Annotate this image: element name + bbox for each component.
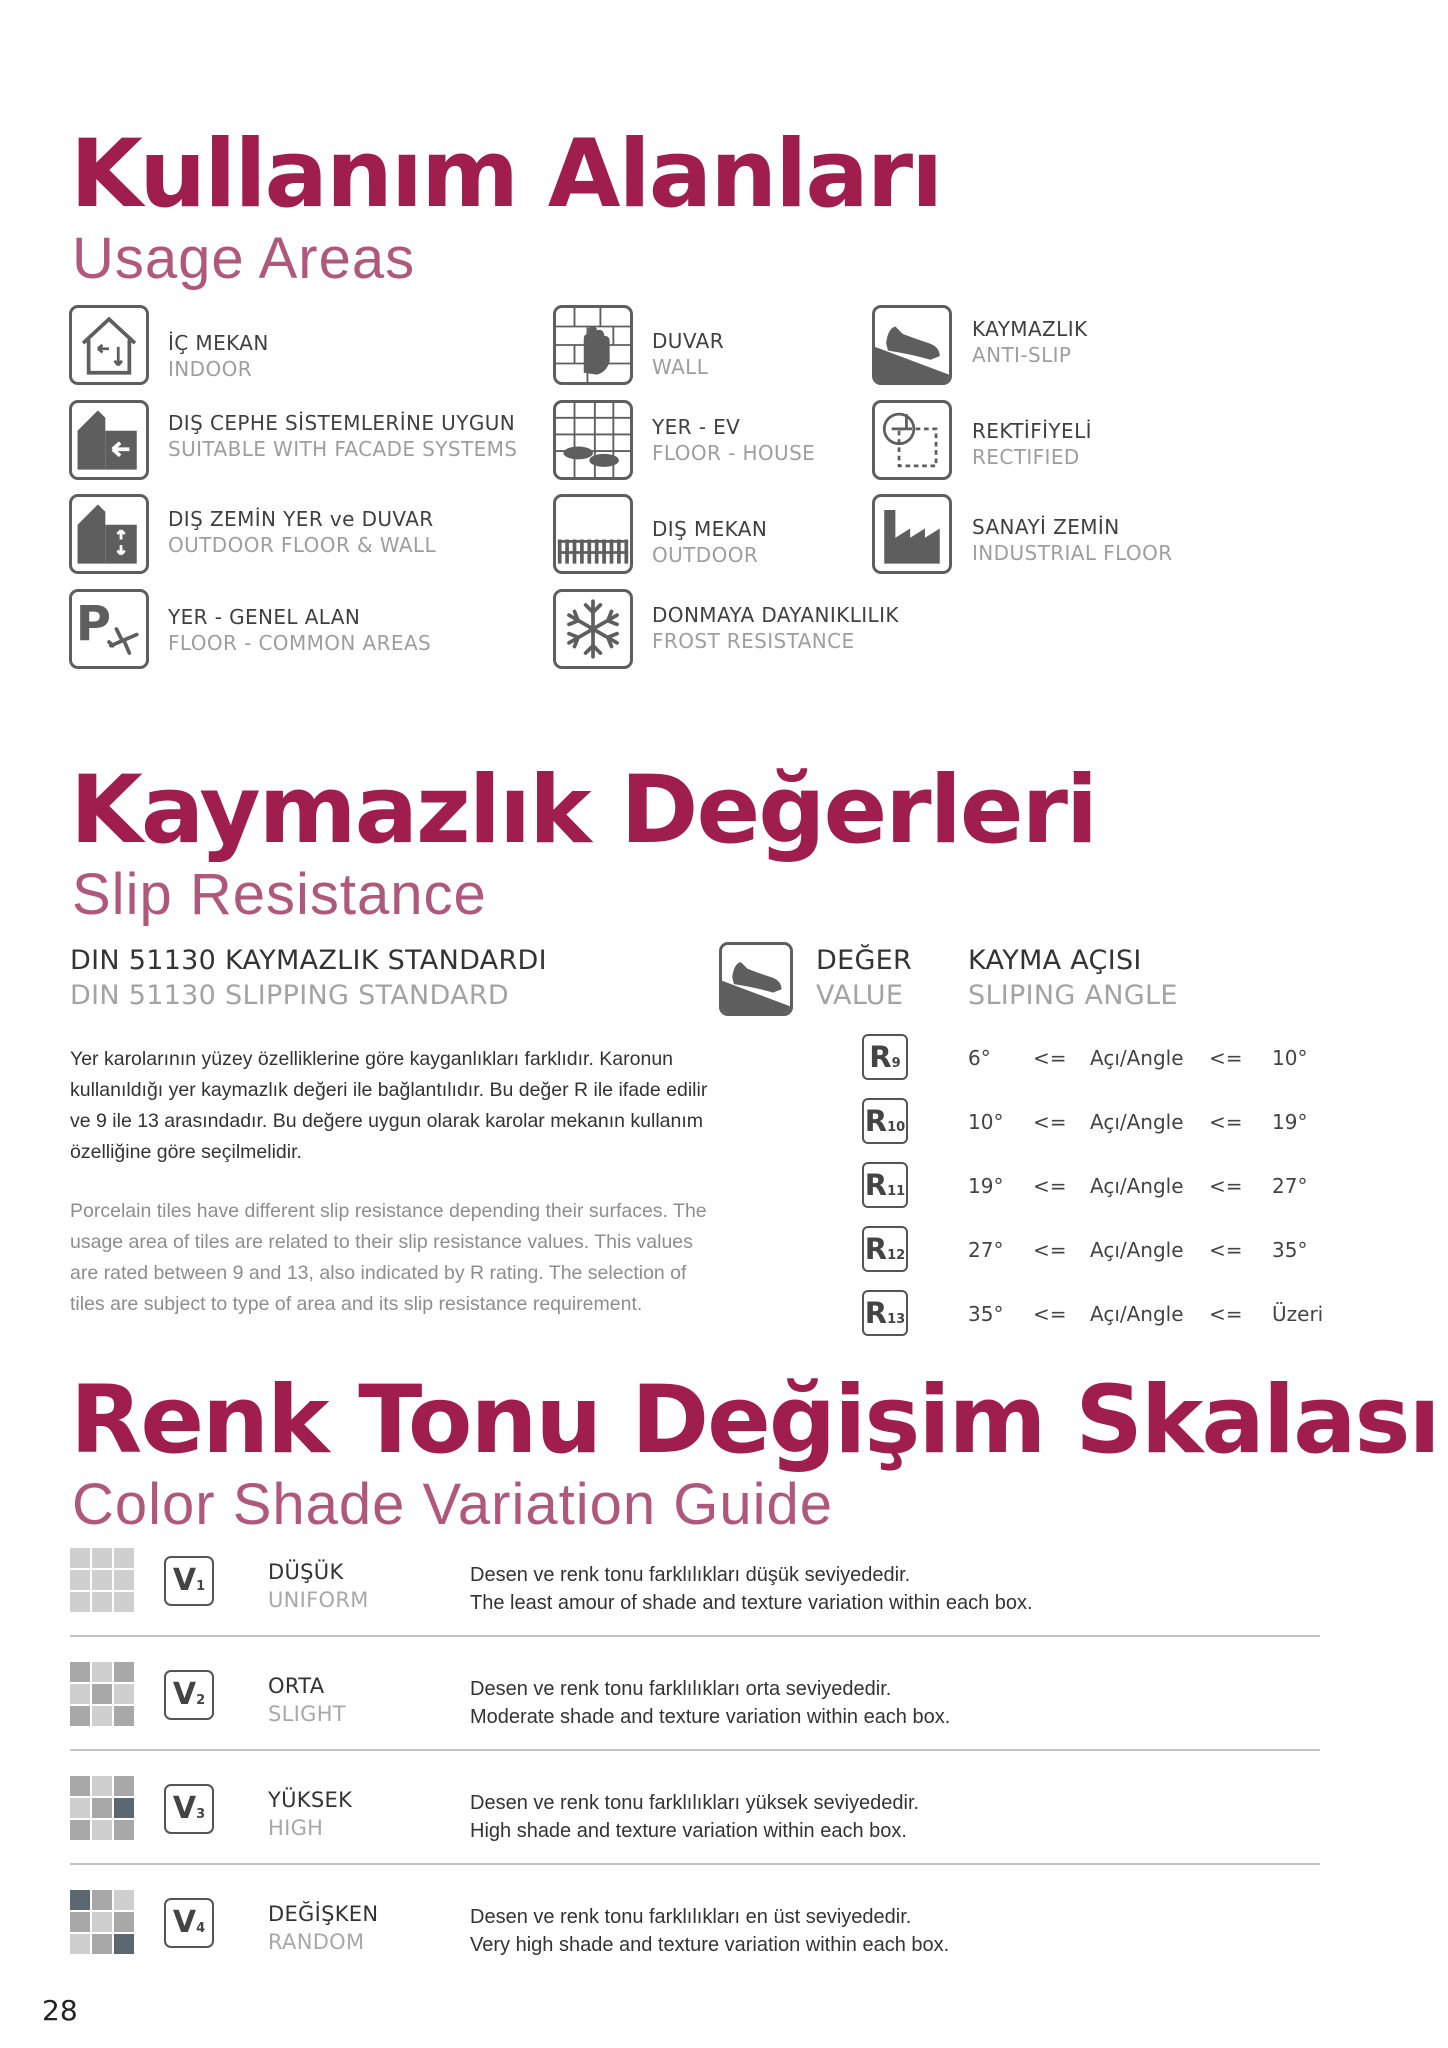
usage-item-en: FLOOR - COMMON AREAS xyxy=(168,631,432,656)
r-value-badge xyxy=(862,1226,908,1272)
angle-op: <= xyxy=(1209,1238,1243,1262)
usage-item-tr: İÇ MEKAN xyxy=(168,331,269,355)
usage-item-floor-house xyxy=(652,414,815,467)
level-description-tr: Desen ve renk tonu farklılıkları yüksek seviyededir. xyxy=(470,1792,920,1814)
usage-item-en: OUTDOOR FLOOR & WALL xyxy=(168,533,437,558)
level-description-en: The least amour of shade and texture variation within each box. xyxy=(470,1592,1033,1614)
angle-label: Açı/Angle xyxy=(1090,1110,1184,1134)
level-description-tr: Desen ve renk tonu farklılıkları düşük seviyededir. xyxy=(470,1564,911,1586)
angle-op: <= xyxy=(1033,1110,1067,1134)
angle-label: Açı/Angle xyxy=(1090,1046,1184,1070)
standard-title-en: DIN 51130 SLIPPING STANDARD xyxy=(70,980,510,1011)
snowflake-icon xyxy=(553,589,633,669)
shade-tile xyxy=(70,1934,90,1954)
slip-paragraph-en: Porcelain tiles have different slip resistance depending their surfaces. The usage area of tiles are related to their slip resistance values. This values are rated between 9 and 13, also indicated by R rating. The selection of tiles are subject to type of area and its slip resistance requirement. xyxy=(70,1200,707,1315)
usage-item-frost xyxy=(652,602,899,655)
shade-subtitle: Color Shade Variation Guide xyxy=(72,1472,834,1537)
shade-tile xyxy=(92,1548,112,1568)
floor-footprints-icon xyxy=(553,400,633,480)
angle-min: 6° xyxy=(968,1046,991,1070)
usage-item-en: FLOOR - HOUSE xyxy=(652,441,816,466)
shoe-slope-icon xyxy=(872,305,952,385)
shade-tile xyxy=(70,1820,90,1840)
slip-paragraph-tr: Yer karolarının yüzey özelliklerine göre kayganlıkları farklıdır. Karonun kullanıldığı yer kaymazlık değeri ile bağlantılıdır. Bu değer R ile ifade edilir ve 9 ile 13 arasındadır. Bu değere uygun olarak karolar mekanın kullanım özelliğine göre seçilmelidir. xyxy=(70,1048,708,1163)
angle-label: Açı/Angle xyxy=(1090,1302,1184,1326)
r-value-badge xyxy=(862,1162,908,1208)
r-value-badge xyxy=(862,1098,908,1144)
level-name-tr: YÜKSEK xyxy=(268,1788,353,1812)
wall-hand-icon xyxy=(553,305,633,385)
value-header-en: VALUE xyxy=(816,980,904,1011)
v-number: 4 xyxy=(196,1921,206,1936)
level-description xyxy=(470,1789,919,1845)
parking-airport-icon xyxy=(69,589,149,669)
shade-tile xyxy=(114,1684,134,1704)
level-description xyxy=(470,1561,1033,1617)
shade-tile xyxy=(114,1776,134,1796)
usage-item-en: RECTIFIED xyxy=(972,445,1080,470)
level-description-en: High shade and texture variation within each box. xyxy=(470,1820,907,1842)
r-letter: R xyxy=(869,1040,892,1074)
angle-op: <= xyxy=(1209,1110,1243,1134)
v-number: 1 xyxy=(196,1579,206,1594)
usage-item-indoor xyxy=(168,330,269,383)
angle-op: <= xyxy=(1033,1174,1067,1198)
usage-item-tr: DIŞ CEPHE SİSTEMLERİNE UYGUN xyxy=(168,411,516,435)
shade-tile xyxy=(70,1706,90,1726)
usage-item-tr: DIŞ ZEMİN YER ve DUVAR xyxy=(168,507,434,531)
usage-item-tr: REKTİFİYELİ xyxy=(972,419,1092,443)
r-value-badge xyxy=(862,1034,908,1080)
shade-tile xyxy=(114,1934,134,1954)
angle-min: 10° xyxy=(968,1110,1004,1134)
shade-tile xyxy=(70,1684,90,1704)
r-number: 11 xyxy=(887,1184,906,1199)
usage-title: Kullanım Alanları xyxy=(70,120,942,229)
v-letter: V xyxy=(172,1677,197,1712)
shade-tile xyxy=(114,1548,134,1568)
angle-max: Üzeri xyxy=(1272,1302,1324,1326)
angle-op: <= xyxy=(1033,1302,1067,1326)
usage-item-tr: SANAYİ ZEMİN xyxy=(972,515,1120,539)
level-description xyxy=(470,1675,950,1731)
r-letter: R xyxy=(864,1296,888,1330)
angle-min: 19° xyxy=(968,1174,1004,1198)
r-letter: R xyxy=(864,1232,888,1266)
level-name-tr: ORTA xyxy=(268,1674,325,1698)
v-letter: V xyxy=(172,1791,197,1826)
usage-item-facade xyxy=(168,410,517,463)
shade-tile xyxy=(92,1570,112,1590)
shade-tile xyxy=(70,1592,90,1612)
shade-tile xyxy=(92,1776,112,1796)
usage-subtitle: Usage Areas xyxy=(72,226,416,291)
angle-op: <= xyxy=(1033,1238,1067,1262)
angle-min: 27° xyxy=(968,1238,1004,1262)
usage-item-outdoor-floor xyxy=(168,506,436,559)
angle-header-en: SLIPING ANGLE xyxy=(968,980,1178,1011)
fence-icon xyxy=(553,494,633,574)
shade-tile xyxy=(92,1912,112,1932)
angle-max: 19° xyxy=(1272,1110,1308,1134)
shade-tile xyxy=(114,1706,134,1726)
level-name-tr: DEĞİŞKEN xyxy=(268,1902,379,1926)
angle-op: <= xyxy=(1209,1174,1243,1198)
r-number: 13 xyxy=(887,1312,906,1327)
shoe-slope-icon xyxy=(719,942,793,1016)
page-number: 28 xyxy=(42,1994,78,2027)
standard-title-tr: DIN 51130 KAYMAZLIK STANDARDI xyxy=(70,945,547,976)
facade-icon xyxy=(69,400,149,480)
usage-item-en: ANTI-SLIP xyxy=(972,343,1072,368)
r-number: 9 xyxy=(891,1056,901,1071)
r-number: 10 xyxy=(887,1120,906,1135)
shade-tile xyxy=(114,1592,134,1612)
slip-subtitle: Slip Resistance xyxy=(72,862,487,927)
v-number: 2 xyxy=(196,1693,206,1708)
level-description xyxy=(470,1903,949,1959)
r-value-badge xyxy=(862,1290,908,1336)
rectified-icon xyxy=(872,400,952,480)
shade-tile xyxy=(70,1798,90,1818)
usage-item-en: INDUSTRIAL FLOOR xyxy=(972,541,1173,566)
shade-tile xyxy=(92,1890,112,1910)
r-number: 12 xyxy=(887,1248,906,1263)
shade-tile xyxy=(92,1706,112,1726)
shade-tile xyxy=(114,1798,134,1818)
shade-tile xyxy=(92,1592,112,1612)
slip-title: Kaymazlık Değerleri xyxy=(70,756,1097,865)
shade-tile xyxy=(92,1662,112,1682)
shade-tile xyxy=(70,1662,90,1682)
factory-icon xyxy=(872,494,952,574)
shade-tile xyxy=(70,1890,90,1910)
shade-tile xyxy=(114,1662,134,1682)
angle-op: <= xyxy=(1209,1302,1243,1326)
usage-item-anti-slip xyxy=(972,316,1088,369)
usage-item-wall xyxy=(652,328,724,381)
usage-item-tr: YER - EV xyxy=(652,415,741,439)
level-name-en: HIGH xyxy=(268,1816,324,1840)
shade-tile xyxy=(92,1798,112,1818)
shade-tile xyxy=(114,1570,134,1590)
r-letter: R xyxy=(864,1168,888,1202)
usage-item-tr: DONMAYA DAYANIKLILIK xyxy=(652,603,899,627)
divider xyxy=(70,1863,1320,1865)
level-name-en: SLIGHT xyxy=(268,1702,346,1726)
level-description-tr: Desen ve renk tonu farklılıkları en üst seviyededir. xyxy=(470,1906,912,1928)
shade-tile-grid xyxy=(70,1890,134,1954)
shade-tile xyxy=(70,1570,90,1590)
indoor-house-icon xyxy=(69,305,149,385)
angle-max: 35° xyxy=(1272,1238,1308,1262)
shade-tile xyxy=(70,1548,90,1568)
usage-item-industrial xyxy=(972,514,1173,567)
angle-op: <= xyxy=(1209,1046,1243,1070)
usage-item-outdoor xyxy=(652,516,767,569)
usage-item-en: INDOOR xyxy=(168,357,253,382)
usage-item-rectified xyxy=(972,418,1092,471)
value-header-tr: DEĞER xyxy=(816,945,913,976)
shade-title: Renk Tonu Değişim Skalası xyxy=(70,1366,1439,1475)
angle-max: 27° xyxy=(1272,1174,1308,1198)
r-letter: R xyxy=(864,1104,888,1138)
usage-item-en: FROST RESISTANCE xyxy=(652,629,855,654)
outdoor-floor-wall-icon xyxy=(69,494,149,574)
shade-tile xyxy=(114,1820,134,1840)
divider xyxy=(70,1635,1320,1637)
level-description-en: Moderate shade and texture variation within each box. xyxy=(470,1706,951,1728)
usage-item-en: SUITABLE WITH FACADE SYSTEMS xyxy=(168,437,518,462)
usage-item-tr: DIŞ MEKAN xyxy=(652,517,768,541)
v-level-badge xyxy=(164,1670,214,1720)
angle-min: 35° xyxy=(968,1302,1004,1326)
shade-tile xyxy=(92,1934,112,1954)
level-name-tr: DÜŞÜK xyxy=(268,1560,344,1584)
v-number: 3 xyxy=(196,1807,206,1822)
v-letter: V xyxy=(172,1563,197,1598)
v-letter: V xyxy=(172,1905,197,1940)
shade-tile xyxy=(70,1912,90,1932)
divider xyxy=(70,1749,1320,1751)
shade-tile xyxy=(70,1776,90,1796)
angle-max: 10° xyxy=(1272,1046,1308,1070)
usage-item-en: OUTDOOR xyxy=(652,543,759,568)
angle-header-tr: KAYMA AÇISI xyxy=(968,945,1142,976)
svg-text:P: P xyxy=(75,596,111,653)
usage-item-en: WALL xyxy=(652,355,709,380)
shade-tile xyxy=(114,1912,134,1932)
level-description-en: Very high shade and texture variation within each box. xyxy=(470,1934,950,1956)
usage-item-tr: YER - GENEL ALAN xyxy=(168,605,361,629)
shade-tile xyxy=(92,1684,112,1704)
v-level-badge xyxy=(164,1556,214,1606)
shade-tile-grid xyxy=(70,1662,134,1726)
shade-tile-grid xyxy=(70,1548,134,1612)
usage-item-tr: KAYMAZLIK xyxy=(972,317,1088,341)
shade-tile xyxy=(114,1890,134,1910)
v-level-badge xyxy=(164,1784,214,1834)
level-name-en: RANDOM xyxy=(268,1930,365,1954)
usage-item-tr: DUVAR xyxy=(652,329,725,353)
shade-tile-grid xyxy=(70,1776,134,1840)
v-level-badge xyxy=(164,1898,214,1948)
angle-label: Açı/Angle xyxy=(1090,1174,1184,1198)
angle-op: <= xyxy=(1033,1046,1067,1070)
shade-tile xyxy=(92,1820,112,1840)
angle-label: Açı/Angle xyxy=(1090,1238,1184,1262)
usage-item-common-areas xyxy=(168,604,431,657)
level-description-tr: Desen ve renk tonu farklılıkları orta seviyededir. xyxy=(470,1678,892,1700)
level-name-en: UNIFORM xyxy=(268,1588,369,1612)
